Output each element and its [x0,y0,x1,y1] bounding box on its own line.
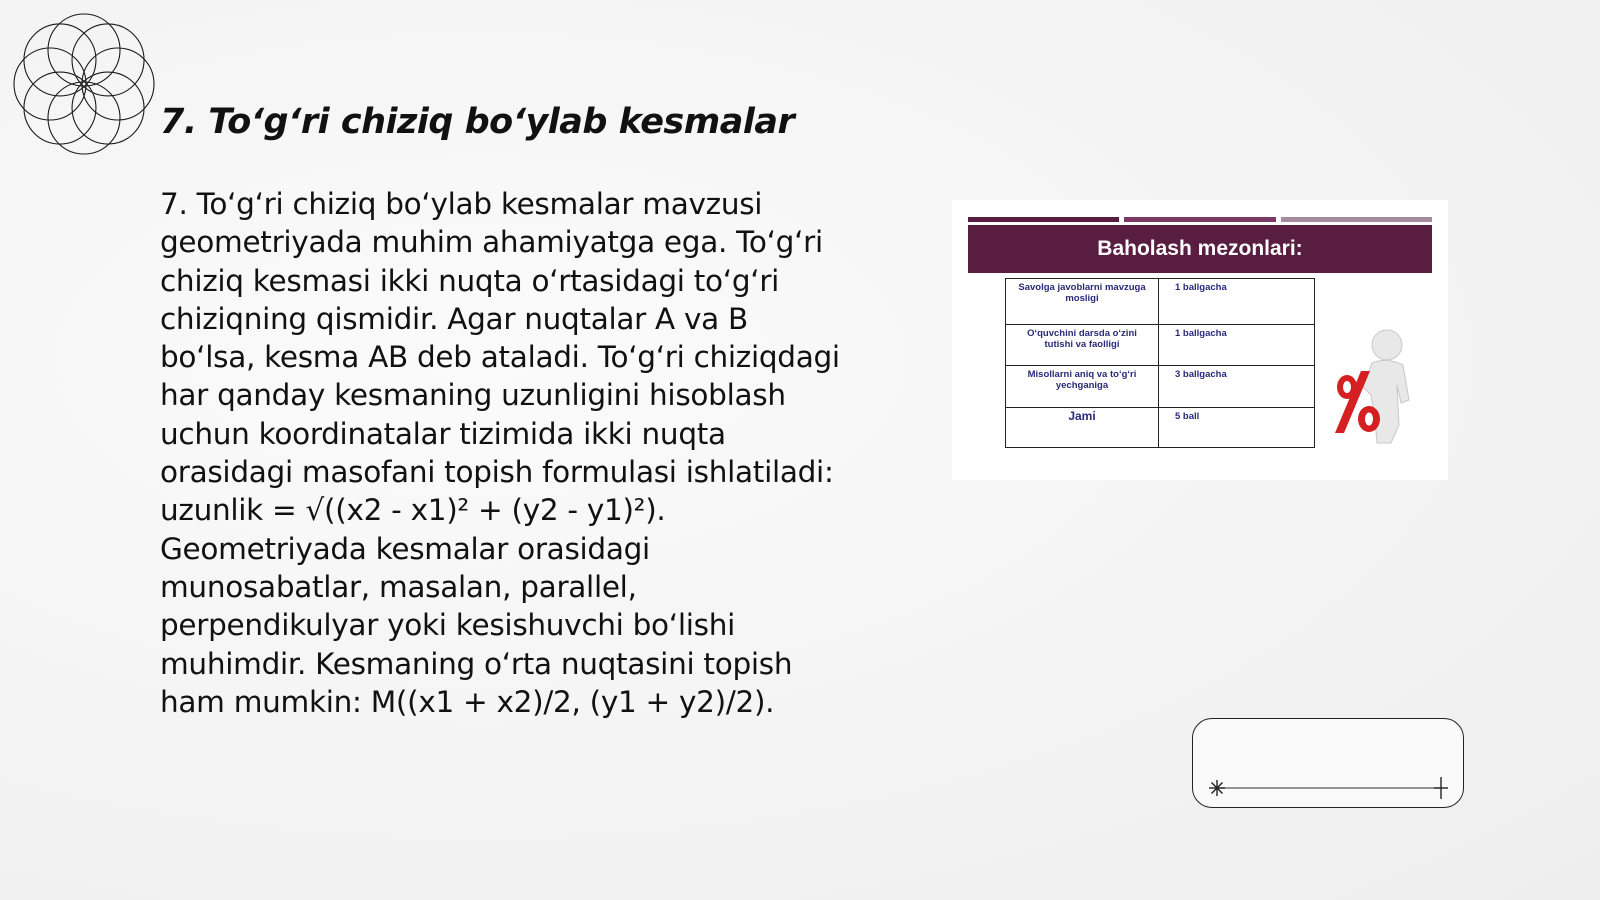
rosette-ring [14,48,86,120]
score-cell: 1 ballgacha [1159,325,1315,365]
criteria-header: Baholash mezonlari: [968,225,1432,273]
spirograph-rosette-icon [10,10,158,158]
rosette-ring [82,48,154,120]
rosette-ring [24,72,96,144]
table-row [1006,279,1315,325]
media-control[interactable] [1192,718,1464,808]
slide-body-text: 7. To‘g‘ri chiziq bo‘ylab kesmalar mavzusi geometriyada muhim ahamiyatga ega. To‘g‘ri chiziq kesmasi ikki nuqta o‘rtasidagi to‘g‘ri chiziqning qismidir. Agar nuqtalar A va B bo‘lsa, kesma AB deb ataladi. To‘g‘ri chiziqdagi har qanday kesmaning uzunligini hisoblash uchun koordinatalar tizimida ikki nuqta orasidagi masofani topish formulasi ishlatiladi: uzunlik = √((x2 - x1)² + (y2 - y1)²). Geometriyada kesmalar orasidagi munosabatlar, masalan, parallel, perpendikulyar yoki kesishuvchi bo‘lishi muhimdir. Kesmaning o‘rta nuqtasini topish ham mumkin: M((x1 + x2)/2, (y1 + y2)/2). [160,187,840,719]
crosshair-icon[interactable] [1434,777,1448,799]
score-cell: 1 ballgacha [1159,279,1315,325]
criterion-cell: Savolga javoblarni mavzuga mosligi [1006,279,1159,325]
score-cell: 5 ball [1159,407,1315,447]
stripe-1 [968,217,1119,222]
criterion-cell: O‘quvchini darsda o‘zini tutishi va faolligi [1006,325,1159,365]
table-row [1006,365,1315,407]
criterion-cell: Jami [1006,407,1159,447]
rosette-ring [24,24,96,96]
rosette-ring [48,14,120,86]
slide-title: 7. To‘g‘ri chiziq bo‘ylab kesmalar [160,102,795,142]
score-cell: 3 ballgacha [1159,365,1315,407]
criteria-table [1005,278,1315,448]
sparkle-icon[interactable] [1209,780,1225,796]
stripe-2 [1124,217,1275,222]
rosette-ring [48,82,120,154]
table-row-total [1006,407,1315,447]
table-row [1006,325,1315,365]
percent-figure-icon [1327,325,1427,445]
criterion-cell: Misollarni aniq va to‘g‘ri yechganiga [1006,365,1159,407]
slider-track-icon[interactable] [1193,719,1465,809]
header-stripes [968,217,1432,222]
rosette-ring [72,72,144,144]
stripe-3 [1281,217,1432,222]
rosette-ring [72,24,144,96]
assessment-criteria-image [952,200,1448,480]
